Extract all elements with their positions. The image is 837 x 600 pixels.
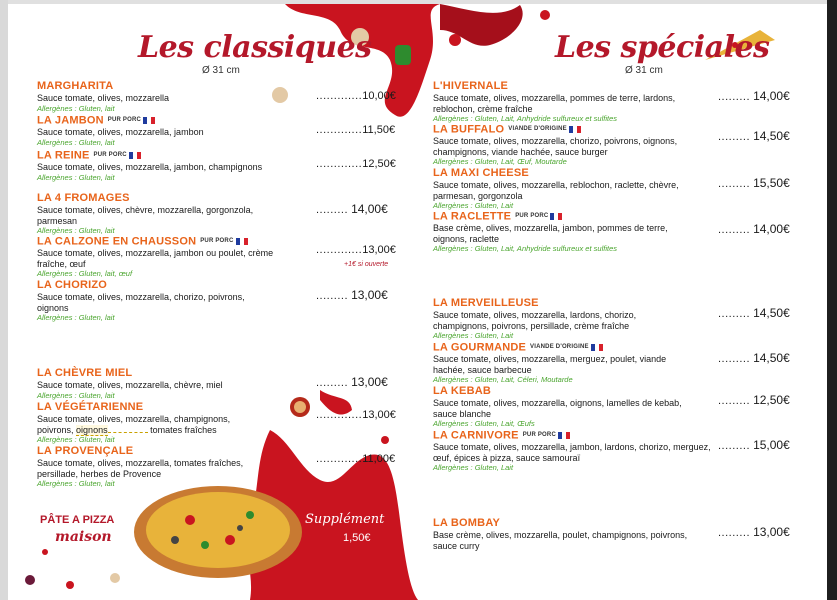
item-price: ......... 15,00€ — [718, 438, 790, 452]
item-desc: Base crème, olives, mozzarella, jambon, pommes de terre, oignons, raclette — [433, 223, 668, 244]
menu-item — [433, 297, 693, 341]
item-desc: Sauce tomate, olives, mozzarella, merguez, poulet, viande hachée, sauce barbecue — [433, 354, 667, 375]
highlighted-word: oignons — [76, 424, 108, 435]
menu-item — [433, 517, 693, 551]
classiques-diameter: Ø 31 cm — [202, 65, 240, 76]
item-name: L'HIVERNALE — [433, 80, 509, 92]
item-allergens: Allergènes : Gluten, lait — [37, 390, 115, 400]
item-allergens: Allergènes : Gluten, lait — [37, 479, 115, 488]
item-price: .............11,50€ — [316, 124, 396, 136]
item-desc: Sauce tomate, olives, mozzarella, jambon ou poulet, crème fraîche, œuf — [37, 248, 274, 269]
item-price: .............11,00€ — [316, 453, 396, 465]
item-name: LA CHORIZO — [37, 279, 108, 291]
french-flag-icon — [550, 213, 562, 220]
menu-item — [433, 341, 693, 385]
french-flag-icon — [129, 152, 141, 159]
menu-item — [433, 429, 723, 473]
item-price: ......... 14,00€ — [718, 222, 790, 236]
item-name: LA BUFFALO — [433, 123, 505, 136]
item-price: ......... 13,00€ — [316, 288, 388, 302]
item-name: LA BOMBAY — [433, 517, 500, 529]
item-allergens: Allergènes : Gluten, lait — [37, 137, 115, 147]
menu-item — [37, 401, 277, 445]
supplement-label: Supplément — [305, 512, 385, 527]
item-price: ......... 14,00€ — [316, 202, 388, 216]
item-price: .............10,00€ — [316, 90, 396, 102]
item-name: LA CHÈVRE MIEL — [37, 367, 133, 379]
item-allergens: Allergènes : Gluten, lait, œuf — [37, 269, 133, 279]
item-price: .............13,00€ — [316, 409, 396, 421]
item-price: ......... 15,50€ — [718, 176, 790, 190]
item-desc: Sauce tomate, olives, mozzarella, chorizo, poivrons, oignons, champignons, viande hachée, sauce burger — [433, 136, 678, 157]
item-allergens: Allergènes : Gluten, Lait — [433, 331, 514, 340]
origin-tag: PUR PORC — [107, 117, 142, 123]
item-name: LA KEBAB — [433, 385, 492, 397]
french-flag-icon — [591, 344, 603, 351]
french-flag-icon — [236, 238, 248, 245]
french-flag-icon — [143, 117, 155, 124]
origin-tag: PUR PORC — [522, 432, 556, 438]
item-desc: Sauce tomate, olives, mozzarella, lardons, chorizo, champignons, poivrons, persillade, crème fraîche — [433, 310, 637, 331]
item-desc: Sauce tomate, olives, mozzarella, pommes de terre, lardons, reblochon, crème fraîche — [433, 93, 676, 114]
item-allergens: Allergènes : Gluten, lait — [37, 103, 115, 113]
french-flag-icon — [569, 126, 581, 133]
menu-item — [37, 192, 267, 236]
item-name: LA VÉGÉTARIENNE — [37, 401, 144, 413]
item-allergens: Allergènes : Gluten, Lait — [433, 463, 514, 473]
menu-item — [433, 80, 683, 124]
item-name: LA MERVEILLEUSE — [433, 297, 539, 309]
item-name: LA REINE — [37, 149, 90, 162]
origin-tag: PUR PORC — [93, 152, 127, 158]
origin-tag: VIANDE D'ORIGINE — [508, 126, 567, 132]
item-allergens: Allergènes : Gluten, Lait — [433, 201, 514, 210]
item-name: LA PROVENÇALE — [37, 445, 134, 457]
item-desc: Base crème, olives, mozzarella, poulet, champignons, poivrons, sauce curry — [433, 530, 688, 551]
item-desc: Sauce tomate, olives, mozzarella, tomates fraîches, persillade, herbes de Provence — [37, 458, 244, 479]
item-desc: Sauce tomate, olives, mozzarella, chèvre, miel — [37, 380, 223, 390]
item-name: LA MAXI CHEESE — [433, 167, 529, 179]
item-price: .............13,00€ — [316, 244, 396, 256]
item-desc: Sauce tomate, olives, mozzarella, champignons, poivrons, oignons tomates fraîches — [37, 414, 231, 435]
item-desc: Sauce tomate, olives, mozzarella, jambon, champignons — [37, 162, 263, 173]
origin-tag: VIANDE D'ORIGINE — [530, 344, 589, 350]
speciales-diameter: Ø 31 cm — [625, 65, 663, 76]
item-allergens: Allergènes : Gluten, lait — [37, 435, 115, 444]
menu-item — [37, 235, 277, 279]
origin-tag: PUR PORC — [200, 238, 234, 244]
item-allergens: Allergènes : Gluten, Lait, Œuf, Moutarde — [433, 157, 567, 167]
item-desc: Sauce tomate, olives, mozzarella, chorizo, poivrons, oignons — [37, 292, 245, 313]
item-desc: Sauce tomate, olives, mozzarella, oignons, lamelles de kebab, sauce blanche — [433, 398, 682, 419]
calzone-note: +1€ si ouverte — [344, 261, 389, 268]
item-desc: Sauce tomate, olives, mozzarella — [37, 93, 170, 103]
item-desc: Sauce tomate, olives, mozzarella, jambon, lardons, chorizo, merguez, œuf, épices à pizza, sauce samouraï — [433, 442, 711, 463]
menu-item — [37, 80, 317, 114]
classiques-title: Les classiques — [138, 30, 372, 65]
item-name: LA CARNIVORE — [433, 429, 519, 442]
item-name: LA 4 FROMAGES — [37, 192, 130, 204]
item-price: ......... 14,50€ — [718, 129, 790, 143]
speciales-title: Les spéciales — [555, 30, 770, 65]
item-allergens: Allergènes : Gluten, lait — [37, 226, 115, 235]
item-allergens: Allergènes : Gluten, Lait, Céleri, Moutarde — [433, 375, 573, 385]
item-allergens: Allergènes : Gluten, lait — [37, 313, 115, 322]
item-name: MARGHARITA — [37, 80, 114, 92]
menu-item — [433, 167, 683, 211]
item-price: ......... 12,50€ — [718, 393, 790, 407]
menu-item — [433, 210, 683, 254]
menu-item — [37, 149, 277, 183]
menu-item — [37, 279, 267, 323]
menu-item — [37, 367, 297, 401]
menu-item — [433, 123, 713, 167]
pate-maison: maison — [55, 529, 112, 545]
item-name: LA JAMBON — [37, 114, 104, 127]
origin-tag: PUR PORC — [515, 213, 549, 219]
menu-item — [433, 385, 683, 429]
item-price: ......... 14,50€ — [718, 306, 790, 320]
item-desc: Sauce tomate, olives, mozzarella, jambon — [37, 127, 204, 138]
supplement-price: 1,50€ — [343, 532, 371, 544]
item-name: LA RACLETTE — [433, 210, 512, 223]
menu-item — [37, 445, 277, 489]
item-allergens: Allergènes : Gluten, Lait, Anhydride sulfureux et sulfites — [433, 114, 617, 123]
item-desc: Sauce tomate, olives, chèvre, mozzarella, gorgonzola, parmesan — [37, 205, 254, 226]
item-allergens: Allergènes : Gluten, Lait, Œufs — [433, 419, 535, 428]
item-desc: Sauce tomate, olives, mozzarella, reblochon, raclette, chèvre, parmesan, gorgonzola — [433, 180, 679, 201]
item-price: ......... 13,00€ — [316, 375, 388, 389]
item-allergens: Allergènes : Gluten, lait — [37, 172, 115, 182]
item-price: ......... 14,00€ — [718, 89, 790, 103]
menu-item — [37, 114, 317, 148]
item-price: .............12,50€ — [316, 158, 396, 170]
item-name: LA GOURMANDE — [433, 341, 527, 354]
item-price: ......... 13,00€ — [718, 525, 790, 539]
pate-label: PÂTE A PIZZA — [40, 514, 115, 526]
item-price: ......... 14,50€ — [718, 351, 790, 365]
item-allergens: Allergènes : Gluten, Lait, Anhydride sulfureux et sulfites — [433, 244, 617, 254]
item-name: LA CALZONE EN CHAUSSON — [37, 235, 197, 248]
french-flag-icon — [558, 432, 570, 439]
